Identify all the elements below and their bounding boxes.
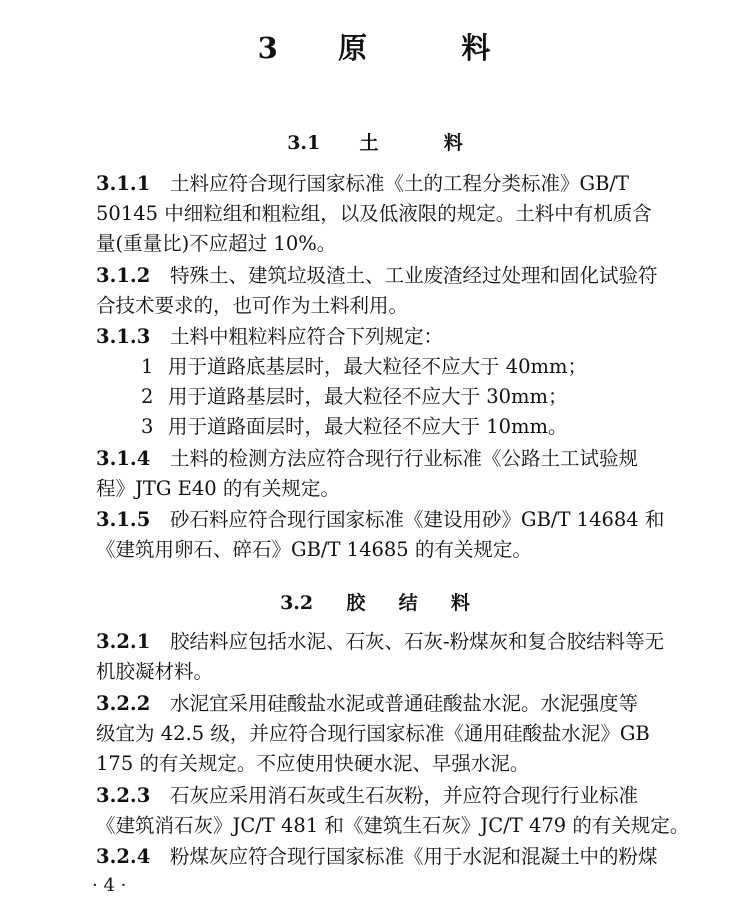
list-item-number: 1 xyxy=(141,355,154,378)
clause-3-2-1-line-1 xyxy=(96,627,665,657)
clause-3-1-5-line-2: 《建筑用卵石、碎石》GB/T 14685 的有关规定。 xyxy=(96,538,532,561)
clause-3-1-4-line-2: 程》JTG E40 的有关规定。 xyxy=(96,477,340,500)
clause-text: 土料应符合现行国家标准《土的工程分类标准》GB/T xyxy=(170,172,629,195)
section-title-char: 结 xyxy=(398,592,418,614)
clause-3-1-1-line-3: 量(重量比)不应超过 10%。 xyxy=(96,232,337,255)
clause-text: 水泥宜采用硅酸盐水泥或普通硅酸盐水泥。水泥强度等 xyxy=(170,692,639,715)
clause-3-2-3-line-2: 《建筑消石灰》JC/T 481 和《建筑生石灰》JC/T 479 的有关规定。 xyxy=(96,814,690,837)
clause-text: 石灰应采用消石灰或生石灰粉，并应符合现行行业标准 xyxy=(170,784,639,807)
clause-3-2-1-line-2: 机胶凝材料。 xyxy=(96,660,214,683)
section-title-3-1 xyxy=(0,128,750,155)
section-title-char: 料 xyxy=(443,132,463,154)
list-item-text: 用于道路基层时，最大粒径不应大于 30mm； xyxy=(168,385,568,408)
clause-number: 3.1.1 xyxy=(96,172,151,195)
clause-3-1-3-line-1 xyxy=(96,322,656,352)
section-number: 3.2 xyxy=(280,592,314,614)
section-title-char: 土 xyxy=(359,132,379,154)
clause-text: 砂石料应符合现行国家标准《建设用砂》GB/T 14684 和 xyxy=(170,508,665,531)
clause-3-1-5-line-1 xyxy=(96,505,665,535)
section-number: 3.1 xyxy=(287,132,321,154)
page-number: · 4 · xyxy=(92,875,127,896)
chapter-title-char-1: 原 xyxy=(338,31,370,65)
clause-3-1-1-line-2: 50145 中细粒组和粗粒组，以及低液限的规定。土料中有机质含 xyxy=(96,202,652,225)
list-item-number: 3 xyxy=(141,415,154,438)
clause-3-1-4-line-1 xyxy=(96,444,656,474)
section-title-char: 料 xyxy=(450,592,470,614)
clause-number: 3.1.2 xyxy=(96,264,151,287)
clause-3-2-2-line-3: 175 的有关规定。不应使用快硬水泥、早强水泥。 xyxy=(96,752,530,775)
clause-3-2-4-line-1 xyxy=(96,842,656,872)
clause-3-1-2-line-2: 合技术要求的，也可作为土料利用。 xyxy=(96,294,409,317)
clause-3-2-2-line-1 xyxy=(96,689,656,719)
clause-number: 3.2.1 xyxy=(96,630,151,653)
chapter-title-char-2: 料 xyxy=(461,31,493,65)
clause-number: 3.2.2 xyxy=(96,692,151,715)
clause-number: 3.2.3 xyxy=(96,784,151,807)
clause-number: 3.1.3 xyxy=(96,325,151,348)
list-item-text: 用于道路底基层时，最大粒径不应大于 40mm； xyxy=(168,355,587,378)
chapter-number: 3 xyxy=(257,31,280,65)
clause-3-1-2-line-1 xyxy=(96,261,656,291)
chapter-title xyxy=(0,26,750,67)
clause-text: 土料中粗粒料应符合下列规定： xyxy=(170,325,444,348)
clause-text: 粉煤灰应符合现行国家标准《用于水泥和混凝土中的粉煤 xyxy=(170,845,658,868)
clause-3-2-2-line-2: 级宜为 42.5 级，并应符合现行国家标准《通用硅酸盐水泥》GB xyxy=(96,722,650,745)
section-title-3-2 xyxy=(0,588,750,615)
clause-text: 胶结料应包括水泥、石灰、石灰-粉煤灰和复合胶结料等无 xyxy=(170,630,665,653)
clause-number: 3.1.5 xyxy=(96,508,151,531)
clause-3-2-3-line-1 xyxy=(96,781,656,811)
clause-number: 3.1.4 xyxy=(96,447,151,470)
clause-text: 土料的检测方法应符合现行行业标准《公路土工试验规 xyxy=(170,447,639,470)
list-item-text: 用于道路面层时，最大粒径不应大于 10mm。 xyxy=(168,415,568,438)
clause-3-1-1-line-1 xyxy=(96,169,656,199)
clause-text: 特殊土、建筑垃圾渣土、工业废渣经过处理和固化试验符 xyxy=(170,264,658,287)
section-title-char: 胶 xyxy=(346,592,366,614)
list-item-number: 2 xyxy=(141,385,154,408)
clause-number: 3.2.4 xyxy=(96,845,151,868)
